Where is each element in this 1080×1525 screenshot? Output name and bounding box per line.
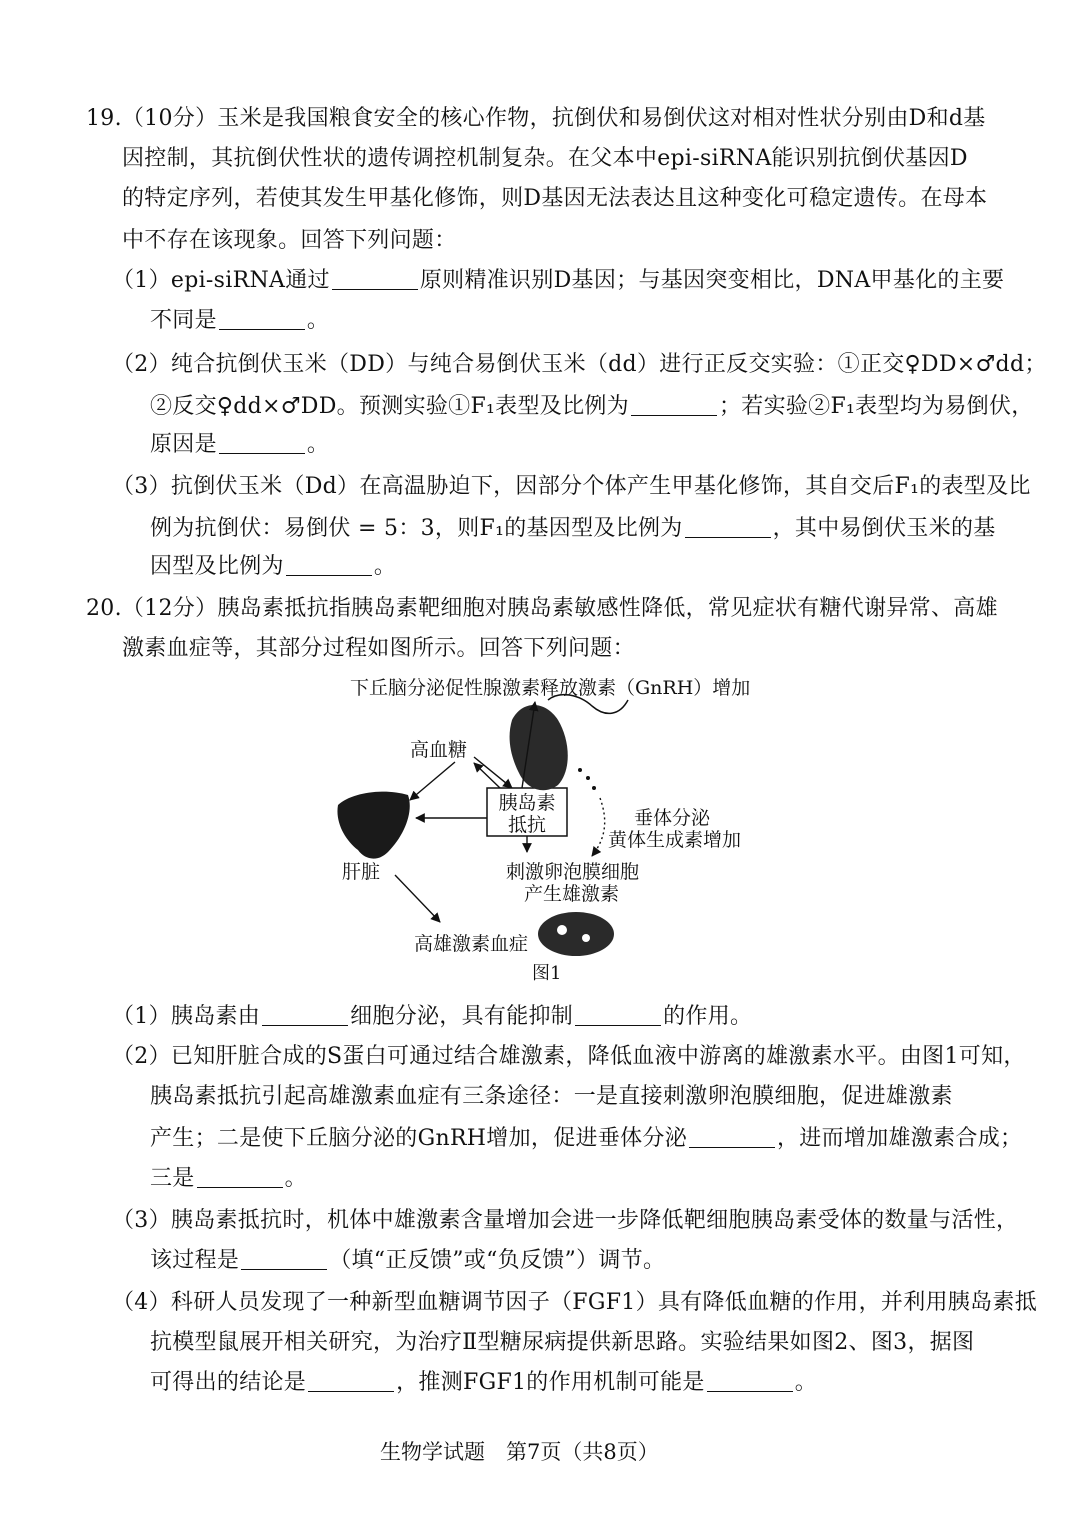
- answer-blank[interactable]: [262, 1003, 348, 1026]
- figure-label-ovary-1: 刺激卵泡膜细胞: [506, 861, 640, 883]
- text: 细胞分泌，具有能抑制: [350, 1004, 574, 1029]
- text: 。: [306, 308, 330, 333]
- q20-sub2-line-4: [150, 1164, 307, 1194]
- arrow-glucose-to-center: [474, 757, 512, 788]
- text: 该过程是: [150, 1248, 240, 1273]
- text: 三是: [150, 1166, 195, 1191]
- q19-line-2: 因控制，其抗倒伏性状的遗传调控机制复杂。在父本中epi-siRNA能识别抗倒伏基因D: [122, 146, 968, 171]
- figure-label-pituitary-2: 黄体生成素增加: [608, 829, 742, 851]
- q20-sub2-line-2: 胰岛素抵抗引起高雄激素血症有三条途径：一是直接刺激卵泡膜细胞，促进雄激素: [150, 1084, 953, 1109]
- text: ，进而增加雄激素合成；: [777, 1126, 1023, 1151]
- secretion-dot-icon: [578, 768, 582, 772]
- answer-blank[interactable]: [707, 1369, 793, 1392]
- q20-sub3-line-1: （3）胰岛素抵抗时，机体中雄激素含量增加会进一步降低靶细胞胰岛素受体的数量与活性，: [112, 1208, 1019, 1233]
- text: 因型及比例为: [150, 554, 284, 579]
- text: 不同是: [150, 308, 217, 333]
- figure-label-pituitary-1: 垂体分泌: [634, 807, 711, 829]
- page-footer: 生物学试题 第7页（共8页）: [380, 1440, 659, 1464]
- q20-line-1: 20.（12分）胰岛素抵抗指胰岛素靶细胞对胰岛素敏感性降低，常见症状有糖代谢异常、高雄: [86, 596, 998, 621]
- figure-label-center-1: 胰岛素: [498, 792, 556, 814]
- text: （填“正反馈”或“负反馈”）调节。: [329, 1248, 666, 1273]
- text: （1）epi-siRNA通过: [112, 268, 330, 293]
- q20-sub2-line-1: （2）已知肝脏合成的S蛋白可通过结合雄激素，降低血液中游离的雄激素水平。由图1可知，: [112, 1044, 1026, 1069]
- answer-blank[interactable]: [241, 1247, 327, 1270]
- q20-sub1-line-1: [112, 1002, 752, 1032]
- figure-label-ovary-2: 产生雄激素: [524, 883, 620, 905]
- q20-line-2: 激素血症等，其部分过程如图所示。回答下列问题：: [122, 636, 635, 661]
- figure-label-hyperandrogen: 高雄激素血症: [414, 933, 529, 955]
- figure-label-hypothalamus: 下丘脑分泌促性腺激素释放激素（GnRH）增加: [350, 677, 751, 699]
- text: 的作用。: [663, 1004, 753, 1029]
- figure-caption: 图1: [532, 963, 562, 984]
- arrow-pituitary-to-ovary: [592, 798, 605, 856]
- text: ，推测FGF1的作用机制可能是: [396, 1370, 705, 1395]
- text: 原则精准识别D基因；与基因突变相比，DNA甲基化的主要: [419, 268, 1005, 293]
- q20-sub3-line-2: [150, 1246, 665, 1276]
- q19-line-1: 19.（10分）玉米是我国粮食安全的核心作物，抗倒伏和易倒伏这对相对性状分别由D和d基: [86, 106, 986, 131]
- text: 。: [306, 432, 330, 457]
- secretion-dot-icon: [586, 776, 590, 780]
- ovary-icon: [538, 912, 614, 956]
- q20-sub2-line-3: [150, 1124, 1022, 1154]
- text: 。: [373, 554, 397, 579]
- arrow-liver-to-hyperandrogen: [395, 875, 440, 922]
- figure-label-liver: 肝脏: [342, 861, 381, 883]
- answer-blank[interactable]: [575, 1003, 661, 1026]
- q19-line-4: 中不存在该现象。回答下列问题：: [122, 228, 457, 253]
- arrow-glucose-to-liver: [410, 762, 455, 800]
- figure-label-high-glucose: 高血糖: [410, 739, 468, 761]
- q20-sub4-line-2: 抗模型鼠展开相关研究，为治疗Ⅱ型糖尿病提供新思路。实验结果如图2、图3，据图: [150, 1330, 975, 1355]
- text: 例为抗倒伏：易倒伏 = 5：3，则F₁的基因型及比例为: [150, 516, 683, 541]
- answer-blank[interactable]: [308, 1369, 394, 1392]
- text: ；若实验②F₁表型均为易倒伏，: [718, 394, 1034, 419]
- answer-blank[interactable]: [689, 1125, 775, 1148]
- pituitary-icon: [510, 705, 568, 790]
- liver-icon: [337, 792, 409, 859]
- text: 原因是: [150, 432, 217, 457]
- text: 。: [284, 1166, 307, 1191]
- text: ②反交♀dd×♂DD。预测实验①F₁表型及比例为: [150, 394, 629, 419]
- q20-sub4-line-1: （4）科研人员发现了一种新型血糖调节因子（FGF1）具有降低血糖的作用，并利用胰岛素抵: [112, 1290, 1037, 1315]
- secretion-dot-icon: [592, 786, 596, 790]
- q20-sub4-line-3: [150, 1368, 817, 1398]
- q19-line-3: 的特定序列，若使其发生甲基化修饰，则D基因无法表达且这种变化可稳定遗传。在母本: [122, 186, 988, 211]
- q19-sub2-line-1: （2）纯合抗倒伏玉米（DD）与纯合易倒伏玉米（dd）进行正反交实验：①正交♀DD×♂dd；: [112, 352, 1047, 377]
- follicle-icon: [557, 925, 567, 935]
- figure-label-center-2: 抵抗: [507, 814, 546, 836]
- text: （1）胰岛素由: [112, 1004, 261, 1029]
- text: ，其中易倒伏玉米的基: [772, 516, 996, 541]
- q19-sub3-line-1: （3）抗倒伏玉米（Dd）在高温胁迫下，因部分个体产生甲基化修饰，其自交后F₁的表型及比: [112, 474, 1031, 499]
- text: 产生；二是使下丘脑分泌的GnRH增加，促进垂体分泌: [150, 1126, 687, 1151]
- answer-blank[interactable]: [197, 1165, 283, 1188]
- text: 可得出的结论是: [150, 1370, 307, 1395]
- text: 。: [794, 1370, 818, 1395]
- follicle-icon: [582, 934, 590, 942]
